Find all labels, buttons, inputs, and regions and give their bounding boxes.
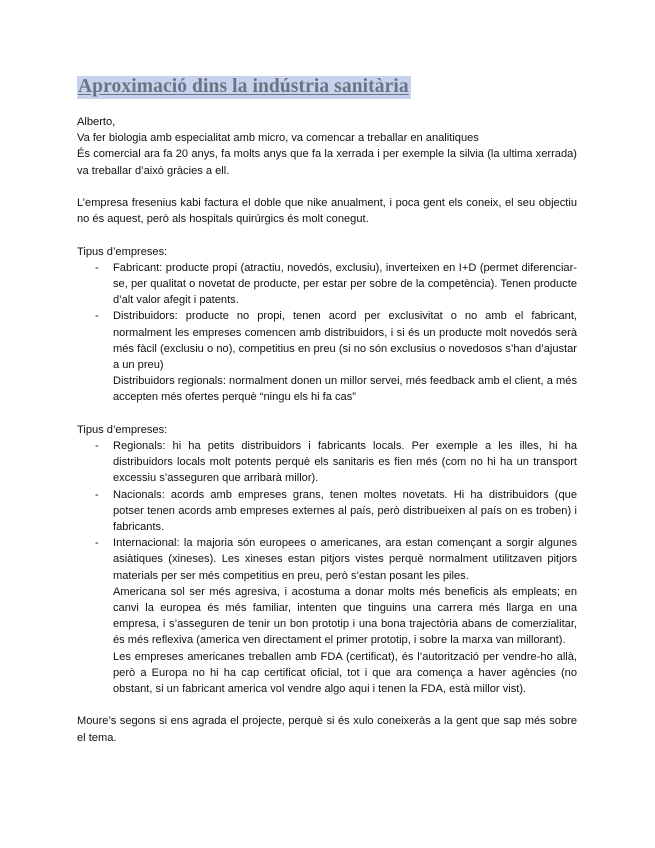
title-wrap: [77, 76, 577, 100]
intro-line-bio: Va fer biologia amb especialitat amb micro, va comencar a treballar en analitiques: [77, 132, 479, 145]
fresenius-paragraph: L’empresa fresenius kabi factura el doble que nike anualment, i poca gent els coneix, el seu objectiu no és aquest, però als hospitals quirúrgics és molt conegut.: [77, 197, 577, 226]
section-2-heading: Tipus d’empreses:: [77, 423, 168, 436]
list-item-text: Internacional: la majoria són europees o americanes, ara estan començant a sorgir algunes asiàtiques (xineses). Les xineses estan pitjors vistes perquè normalment utilitzaven pitjors materials per ser més competitius en preu, però s’estan posant les piles.: [113, 537, 577, 582]
dash-bullet: -: [95, 488, 99, 501]
intro-block: [77, 114, 577, 179]
list-item: [77, 308, 577, 405]
list-item: [77, 487, 577, 536]
list-item: [77, 535, 577, 697]
intro-line-name: Alberto,: [77, 116, 116, 128]
list-item-continuation: Americana sol ser més agresiva, i acostuma a donar molts més beneficis als empleats; en canvi la europea és més familiar, intenten que tinguins una carrera més llarga en una empresa, i s’asseguren de tenir un bon prototip i una bona trajectòria abans de comerzialitar, és més reflexiva (america ven directament el primer prototip, i sobre la marxa van millorant).: [113, 585, 577, 647]
section-1-heading: Tipus d’empreses:: [77, 245, 168, 258]
intro-line-comercial: És comercial ara fa 20 anys, fa molts anys que fa la xerrada i per exemple la silvia (la ultima xerrada) va treballar d’això gràcies a ell.: [77, 148, 577, 177]
section-1-list: [77, 260, 577, 406]
dash-bullet: -: [95, 261, 99, 274]
list-item: [77, 438, 577, 487]
section-2-list: [77, 438, 577, 697]
list-item-text: Nacionals: acords amb empreses grans, tenen moltes novetats. Hi ha distribuidors (que potser tenen acords amb empreses externes al país, però distribueixen al país on es troben) i fabricants.: [113, 488, 577, 534]
list-item-text: Fabricant: producte propi (atractiu, novedós, exclusiu), inverteixen en I+D (permet diferenciar-se, per qualitat o novetat de producte, per estar per sobre de la competència). Tenen producte d’alt valor afegit i patents.: [113, 261, 577, 307]
list-item: [77, 260, 577, 309]
section-2: [77, 422, 577, 697]
list-item-continuation: Distribuidors regionals: normalment donen un millor servei, més feedback amb el client, a més accepten més ofertes perquè “ningu els hi fa cas”: [113, 375, 577, 404]
spacer: [77, 697, 577, 713]
dash-bullet: -: [95, 537, 99, 550]
closing-paragraph: Moure’s segons si ens agrada el projecte, perquè si és xulo coneixeràs a la gent que sap més sobre el tema.: [77, 715, 577, 744]
list-item-text: Distribuidors: producte no propi, tenen acord per exclusivitat o no amb el fabricant, normalment les empreses comencen amb distribuidors, i si és un producte molt novedós serà més fàcil (exclusiu o no), competitius en preu (si no són exclusius o novedosos s’han d’ajustar a un preu): [113, 310, 577, 372]
section-1: [77, 244, 577, 406]
document-title: Aproximació dins la indústria sanitària: [78, 76, 409, 97]
spacer: [77, 179, 577, 195]
list-item-text: Regionals: hi ha petits distribuidors i fabricants locals. Per exemple a les illes, hi ha distribuidors locals molt potents perquè els sanitaris es fien més (com no hi ha un transport excessiu s’asseguren que arribarà millor).: [113, 440, 577, 485]
dash-bullet: -: [95, 310, 99, 323]
dash-bullet: -: [95, 440, 99, 453]
spacer: [77, 227, 577, 243]
document-page: [77, 76, 577, 746]
list-item-continuation: Les empreses americanes treballen amb FDA (certificat), és l’autorització per vendre-ho allà, però a Europa no hi ha cap certificat oficial, tot i que ara comença a haver agències (no obstant, si un fabricant america vol vendre algo aqui i tenen la FDA, està millor vist).: [113, 650, 577, 696]
spacer: [77, 406, 577, 422]
